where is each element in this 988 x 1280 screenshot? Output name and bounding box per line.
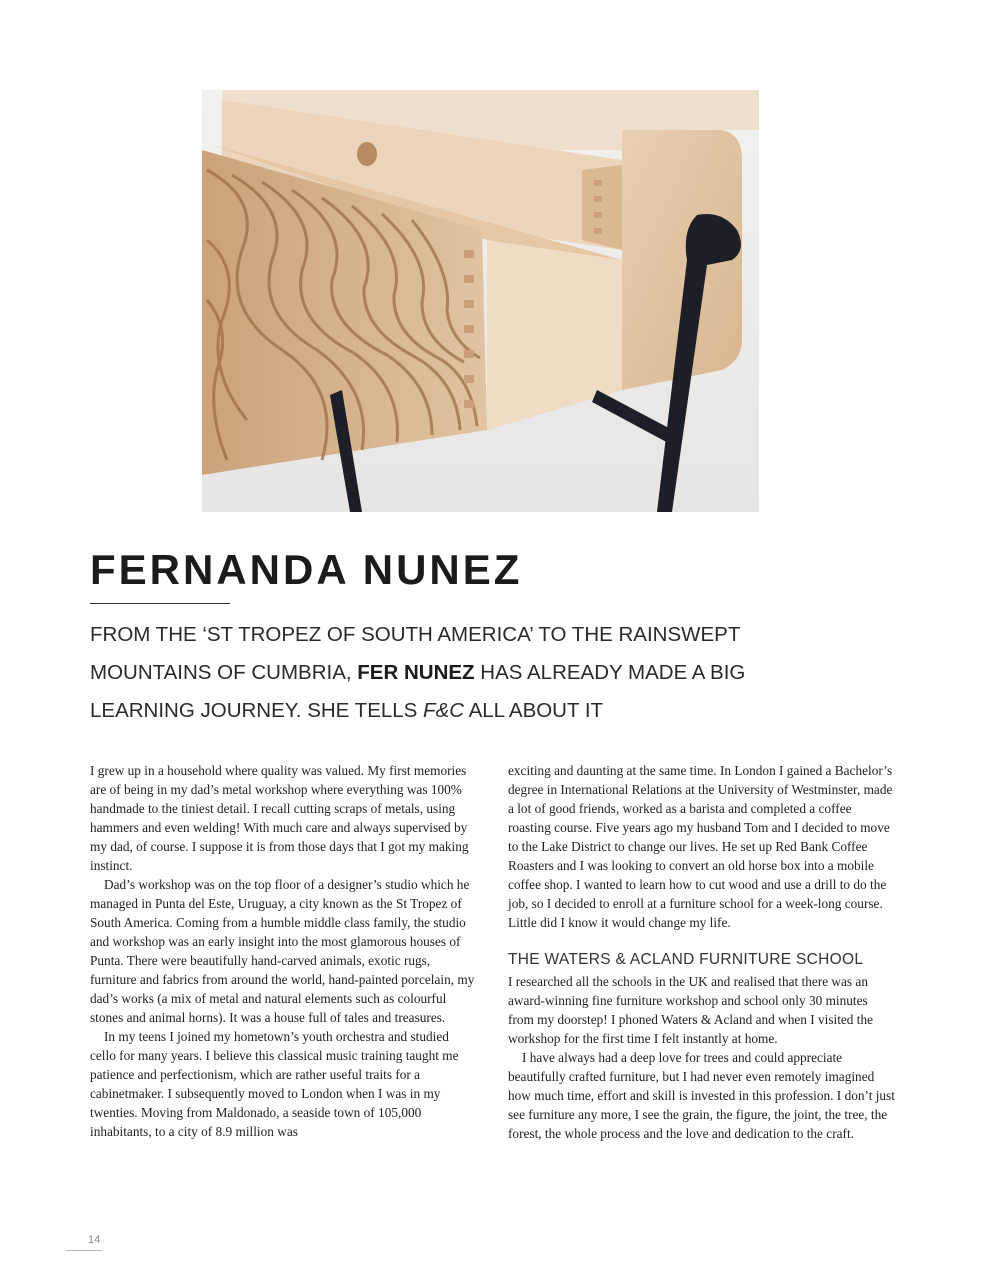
paragraph: I have always had a deep love for trees and could appreciate beautifully crafted furniture, but I had never even remotely imagined how much time, effort and skill is invested in this profession. I don’t just see furniture any more, I see the grain, the figure, the joint, the tree, the forest, the whole process and the love and dedication to the craft. [508, 1050, 895, 1141]
standfirst-part-2: HAS ALREADY MADE A BIG LEARNING JOURNEY. SHE TELLS [90, 661, 746, 722]
paragraph: exciting and daunting at the same time. In London I gained a Bachelor’s degree in International Relations at the University of Westminster, made a lot of good friends, worked as a barista and completed a coffee roasting course. Five years ago my husband Tom and I decided to move to the Lake District to change our lives. He set up Red Bank Coffee Roasters and I was looking to convert an old horse box into a mobile coffee shop. I wanted to learn how to cut wood and use a drill to do the job, so I decided to enroll at a furniture school for a week-long course. Little did I know it would change my life. [508, 763, 893, 930]
standfirst-magazine: F&C [423, 699, 465, 722]
standfirst [90, 616, 810, 730]
standfirst-name: FER NUNEZ [357, 661, 475, 684]
title-rule [90, 603, 230, 604]
standfirst-part-1: FROM THE ‘ST TROPEZ OF SOUTH AMERICA’ TO THE RAINSWEPT MOUNTAINS OF CUMBRIA, [90, 623, 741, 684]
article-photo [202, 90, 759, 512]
paragraph: Dad’s workshop was on the top floor of a designer’s studio which he managed in Punta del Este, Uruguay, a city known as the St Tropez of South America. Coming from a humble middle class family, the studio and workshop was an early insight into the most glamorous houses of Punta. There were beautifully hand-carved animals, exotic rugs, furniture and fabrics from around the world, hand-painted porcelain, my dad’s works (a mix of metal and natural elements such as colourful stones and animal horns). It was a house full of tales and treasures. [90, 877, 475, 1025]
furniture-illustration [202, 90, 759, 512]
paragraph: I grew up in a household where quality was valued. My first memories are of being in my dad’s metal workshop where everything was 100% handmade to the tiniest detail. I recall cutting scraps of metals, using hammers and even welding! With much care and always supervised by my dad, of course. I suppose it is from those days that I got my making instinct. [90, 763, 469, 873]
article-title: FERNANDA NUNEZ [90, 546, 523, 593]
paragraph: In my teens I joined my hometown’s youth orchestra and studied cello for many years. I believe this classical music training taught me patience and perfectionism, which are rather useful traits for a cabinetmaker. I subsequently moved to London when I was in my twenties. Moving from Maldonado, a seaside town of 105,000 inhabitants, to a city of 8.9 million was [90, 1029, 459, 1139]
page-number: 14 [66, 1234, 102, 1251]
right-column [508, 761, 896, 1143]
paragraph: I researched all the schools in the UK and realised that there was an award-winning fine furniture workshop and school only 30 minutes from my doorstep! I phoned Waters & Acland and when I visited the workshop for the first time I felt instantly at home. [508, 974, 874, 1046]
section-subheading: THE WATERS & ACLAND FURNITURE SCHOOL [508, 951, 864, 968]
standfirst-part-3: ALL ABOUT IT [464, 699, 604, 722]
left-column [90, 761, 478, 1141]
